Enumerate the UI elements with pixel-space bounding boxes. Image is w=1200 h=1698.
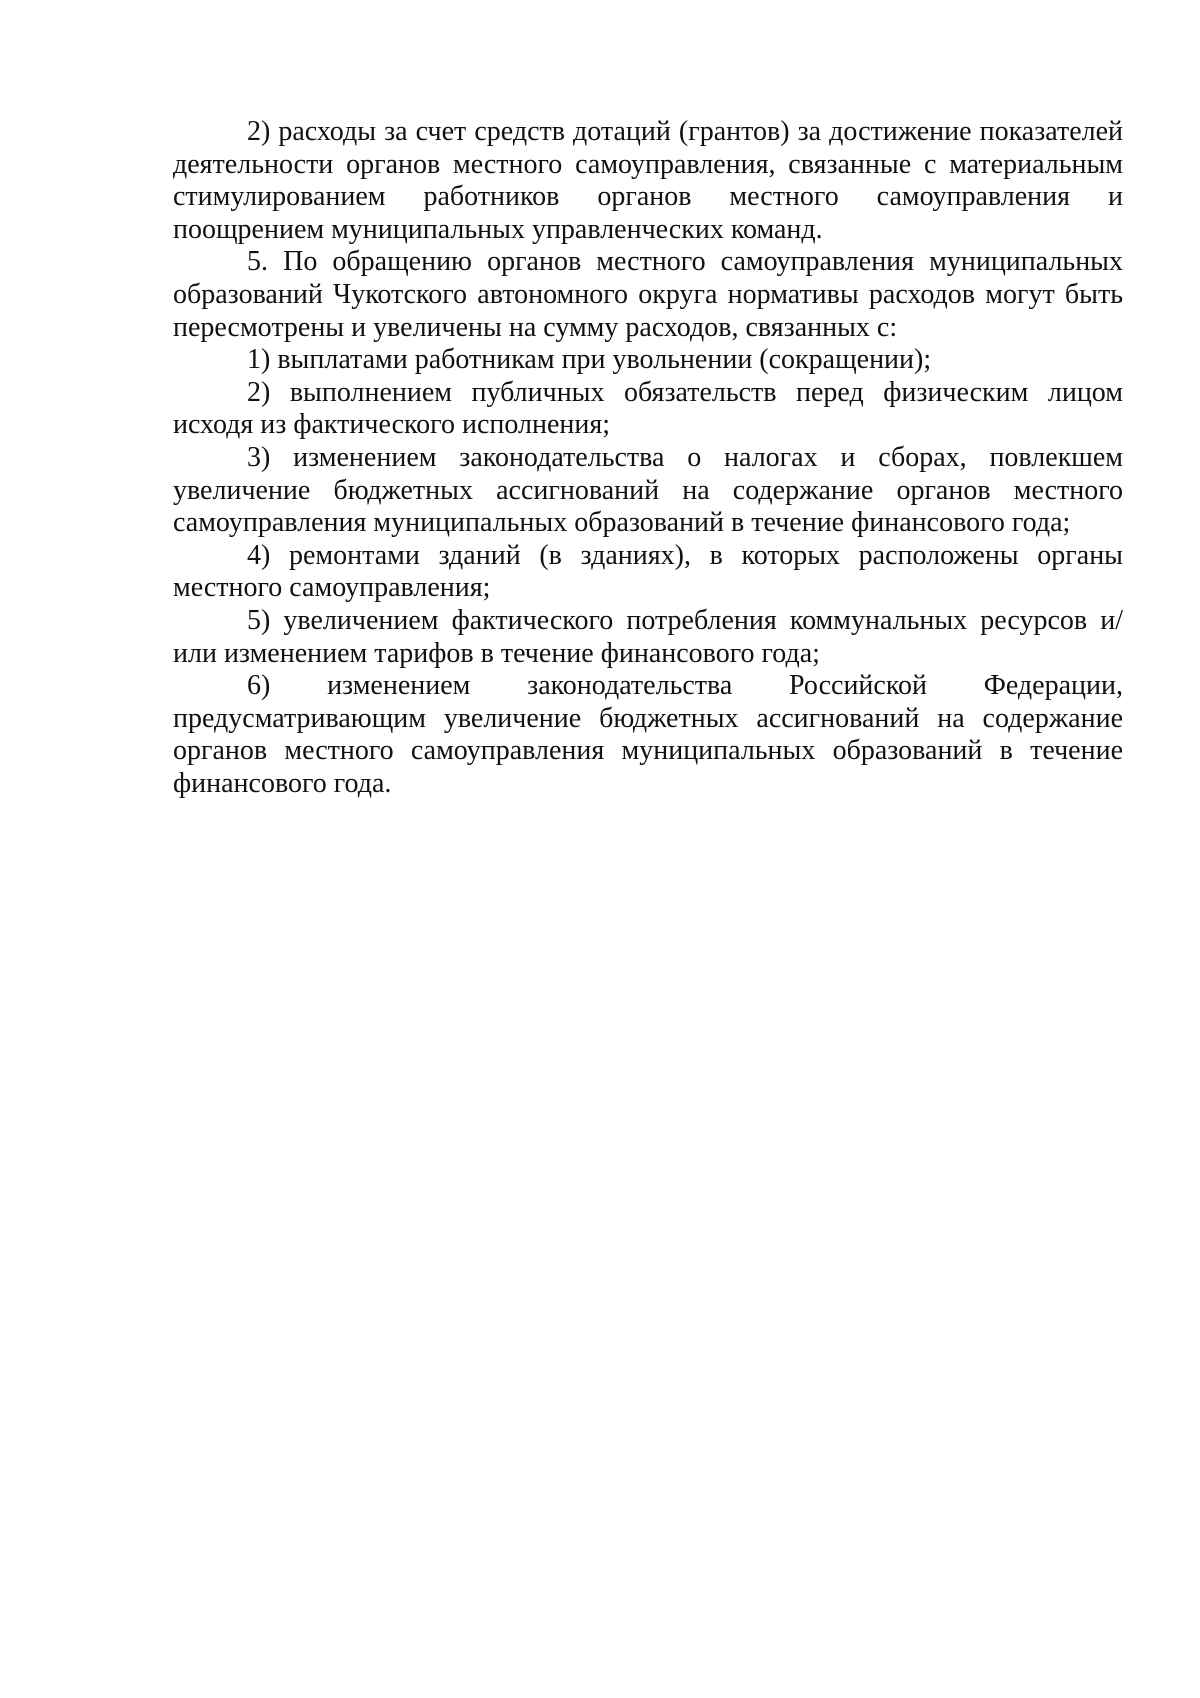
document-body [173, 116, 1123, 800]
list-item-building-repairs: 4) ремонтами зданий (в зданиях), в которых расположены органы местного самоуправления; [173, 539, 1123, 604]
list-item-dismissal-payments: 1) выплатами работникам при увольнении (сокращении); [247, 344, 932, 376]
paragraph-item-2-grants: 2) расходы за счет средств дотаций (грантов) за достижение показателей деятельности органов местного самоуправления, связанные с материальным стимулированием работников органов местного самоуправления и поощрением муниципальных управленческих команд. [173, 116, 1123, 245]
list-item-public-obligations: 2) выполнением публичных обязательств перед физическим лицом исходя из фактического исполнения; [173, 376, 1123, 441]
list-item-tax-legislation: 3) изменением законодательства о налогах и сборах, повлекшем увеличение бюджетных ассигнований на содержание органов местного самоуправления муниципальных образований в течение финансового года; [173, 441, 1123, 539]
paragraph-clause-5: 5. По обращению органов местного самоуправления муниципальных образований Чукотского автономного округа нормативы расходов могут быть пересмотрены и увеличены на сумму расходов, связанных с: [173, 246, 1123, 343]
list-item-federal-legislation: 6) изменением законодательства Российской Федерации, предусматривающим увеличение бюджетных ассигнований на содержание органов местного самоуправления муниципальных образований в течение финансового года. [173, 670, 1123, 799]
list-item-utility-consumption: 5) увеличением фактического потребления коммунальных ресурсов и/или изменением тарифов в течение финансового года; [173, 604, 1123, 669]
